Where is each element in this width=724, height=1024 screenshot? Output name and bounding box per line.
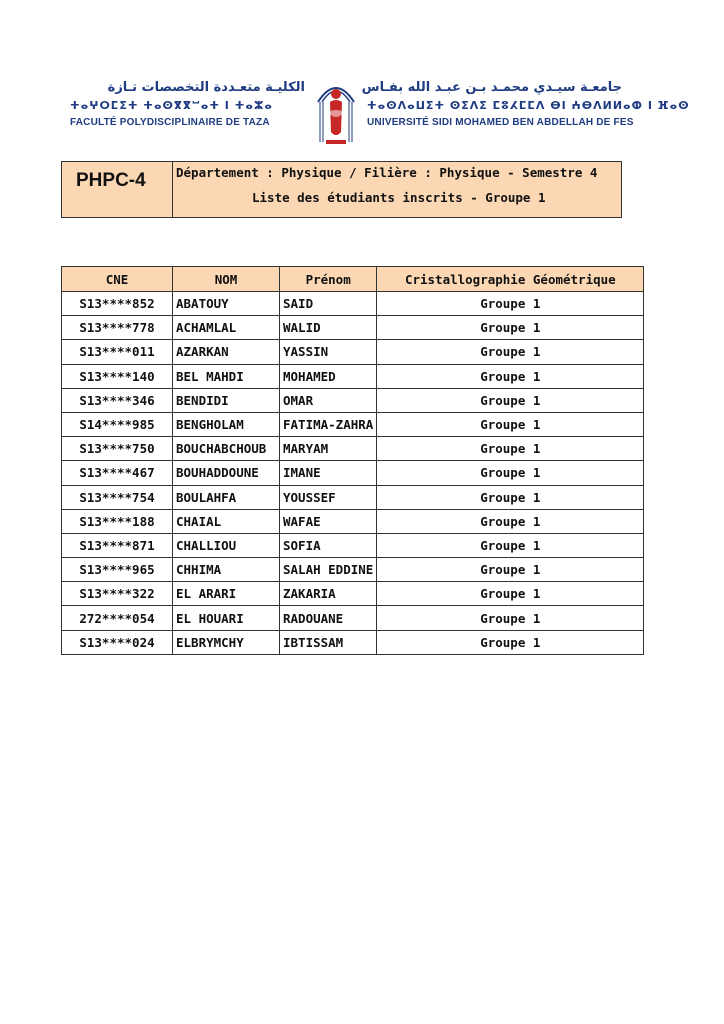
letterhead: [62, 70, 690, 150]
table-row: [62, 340, 644, 364]
table-row: [62, 582, 644, 606]
table-row: [62, 292, 644, 316]
cell-groupe: Groupe 1: [377, 461, 644, 485]
department-line: Département : Physique / Filière : Physique - Semestre 4: [176, 165, 598, 180]
cell-nom: AZARKAN: [173, 340, 280, 364]
cell-cne: S13****754: [62, 485, 173, 509]
cell-groupe: Groupe 1: [377, 558, 644, 582]
cell-nom: CHHIMA: [173, 558, 280, 582]
cell-prenom: YOUSSEF: [280, 485, 377, 509]
cell-groupe: Groupe 1: [377, 509, 644, 533]
cell-prenom: IMANE: [280, 461, 377, 485]
cell-nom: BEL MAHDI: [173, 364, 280, 388]
cell-prenom: MARYAM: [280, 437, 377, 461]
faculty-block: [70, 80, 305, 128]
cell-prenom: ZAKARIA: [280, 582, 377, 606]
table-row: [62, 364, 644, 388]
faculty-name-latin: FACULTÉ POLYDISCIPLINAIRE DE TAZA: [70, 117, 270, 128]
cell-cne: S13****011: [62, 340, 173, 364]
cell-groupe: Groupe 1: [377, 485, 644, 509]
cell-prenom: WALID: [280, 316, 377, 340]
cell-groupe: Groupe 1: [377, 388, 644, 412]
cell-groupe: Groupe 1: [377, 606, 644, 630]
cell-nom: ELBRYMCHY: [173, 630, 280, 654]
cell-cne: S13****140: [62, 364, 173, 388]
cell-groupe: Groupe 1: [377, 412, 644, 436]
cell-prenom: WAFAE: [280, 509, 377, 533]
cell-nom: BOULAHFA: [173, 485, 280, 509]
table-row: [62, 509, 644, 533]
cell-groupe: Groupe 1: [377, 316, 644, 340]
cell-cne: 272****054: [62, 606, 173, 630]
university-name-tifinagh: ⵜⴰⵙⴷⴰⵡⵉⵜ ⵙⵉⴷⵉ ⵎⵓⵃⵎⵎⴷ ⴱⵏ ⵄⴱⴷⵍⵍⴰⵀ ⵏ ⴼⴰⵙ: [367, 99, 690, 112]
cell-groupe: Groupe 1: [377, 630, 644, 654]
cell-nom: CHAIAL: [173, 509, 280, 533]
cell-cne: S13****871: [62, 533, 173, 557]
cell-prenom: YASSIN: [280, 340, 377, 364]
table-row: [62, 412, 644, 436]
cell-cne: S13****346: [62, 388, 173, 412]
table-row: [62, 606, 644, 630]
cell-prenom: FATIMA-ZAHRA: [280, 412, 377, 436]
cell-cne: S13****852: [62, 292, 173, 316]
table-row: [62, 388, 644, 412]
cell-groupe: Groupe 1: [377, 437, 644, 461]
cell-prenom: SALAH EDDINE: [280, 558, 377, 582]
cell-nom: BENDIDI: [173, 388, 280, 412]
list-title: Liste des étudiants inscrits - Groupe 1: [252, 190, 546, 205]
cell-prenom: SOFIA: [280, 533, 377, 557]
cell-nom: BOUHADDOUNE: [173, 461, 280, 485]
cell-groupe: Groupe 1: [377, 292, 644, 316]
university-logo-icon: [308, 72, 364, 148]
table-row: [62, 558, 644, 582]
cell-groupe: Groupe 1: [377, 533, 644, 557]
students-table: [61, 266, 644, 655]
cell-nom: EL ARARI: [173, 582, 280, 606]
table-row: [62, 533, 644, 557]
university-block: [361, 80, 690, 128]
cell-groupe: Groupe 1: [377, 340, 644, 364]
university-name-arabic: جامعـة سيـدي محمـد بـن عبـد الله بفـاس: [361, 80, 622, 95]
cell-cne: S13****750: [62, 437, 173, 461]
cell-groupe: Groupe 1: [377, 364, 644, 388]
cell-prenom: SAID: [280, 292, 377, 316]
cell-nom: CHALLIOU: [173, 533, 280, 557]
cell-cne: S14****985: [62, 412, 173, 436]
column-header-nom: NOM: [173, 267, 280, 292]
column-header-cristallographie: Cristallographie Géométrique: [377, 267, 644, 292]
table-header-row: [62, 267, 644, 292]
faculty-name-arabic: الكليـة متعـددة التخصصات تـازة: [107, 80, 305, 95]
table-row: [62, 437, 644, 461]
faculty-name-tifinagh: ⵜⴰⵖⵔⵎⵉⵜ ⵜⴰⵙⴳⴳⵯⴰⵜ ⵏ ⵜⴰⵣⴰ: [70, 99, 273, 112]
cell-cne: S13****467: [62, 461, 173, 485]
cell-prenom: MOHAMED: [280, 364, 377, 388]
cell-cne: S13****024: [62, 630, 173, 654]
cell-groupe: Groupe 1: [377, 582, 644, 606]
university-name-latin: UNIVERSITÉ SIDI MOHAMED BEN ABDELLAH DE FES: [367, 117, 634, 128]
cell-nom: BENGHOLAM: [173, 412, 280, 436]
cell-cne: S13****322: [62, 582, 173, 606]
column-header-prenom: Prénom: [280, 267, 377, 292]
cell-nom: ABATOUY: [173, 292, 280, 316]
table-row: [62, 461, 644, 485]
cell-nom: EL HOUARI: [173, 606, 280, 630]
cell-prenom: IBTISSAM: [280, 630, 377, 654]
table-row: [62, 485, 644, 509]
course-code: PHPC-4: [62, 162, 173, 217]
column-header-cne: CNE: [62, 267, 173, 292]
cell-cne: S13****778: [62, 316, 173, 340]
table-row: [62, 630, 644, 654]
cell-prenom: OMAR: [280, 388, 377, 412]
table-row: [62, 316, 644, 340]
cell-prenom: RADOUANE: [280, 606, 377, 630]
title-box: [61, 161, 622, 218]
cell-cne: S13****188: [62, 509, 173, 533]
cell-nom: ACHAMLAL: [173, 316, 280, 340]
cell-cne: S13****965: [62, 558, 173, 582]
cell-nom: BOUCHABCHOUB: [173, 437, 280, 461]
